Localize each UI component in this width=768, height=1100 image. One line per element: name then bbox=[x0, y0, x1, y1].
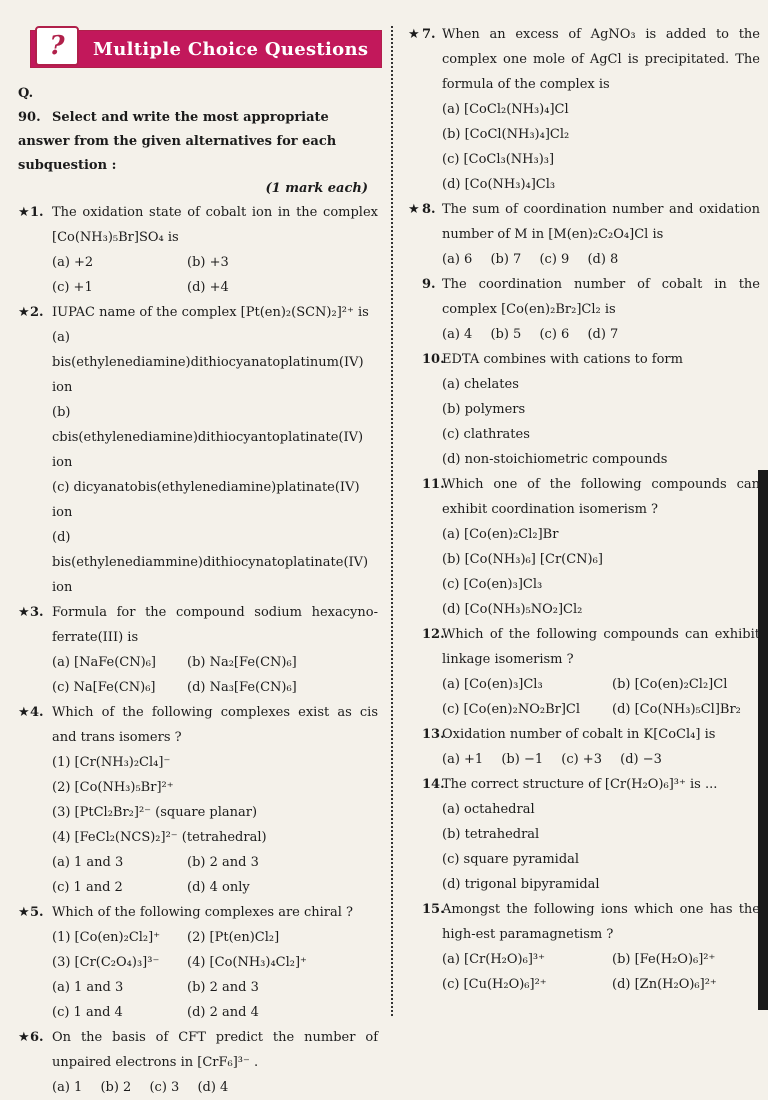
option-b: (b) +3 bbox=[187, 255, 229, 270]
right-column bbox=[408, 22, 760, 997]
star-icon: ★ bbox=[18, 705, 30, 720]
option-c: (c) [Cu(H₂O)₆]²⁺ bbox=[442, 977, 547, 992]
option-a: (a) [NaFe(CN)₆] bbox=[52, 655, 156, 670]
star-icon: ★ bbox=[18, 205, 30, 220]
question-13 bbox=[408, 722, 760, 747]
option-c: (c) 9 bbox=[539, 252, 570, 267]
statement-items bbox=[18, 925, 378, 975]
option-a: (a) 6 bbox=[442, 252, 473, 267]
option-b: (b) [Co(NH₃)₆] [Cr(CN)₆] bbox=[442, 552, 603, 567]
option-b: (b) 2 bbox=[100, 1080, 132, 1095]
option-d: (d) bis(ethylenediammine)dithiocynatoplatinate(IV) ion bbox=[52, 530, 369, 595]
question-1 bbox=[18, 200, 378, 250]
option-a: (a) [CoCl₂(NH₃)₄]Cl bbox=[442, 102, 569, 117]
question-number: 14. bbox=[422, 777, 445, 792]
options bbox=[408, 247, 760, 272]
option-a: (a) 1 and 3 bbox=[52, 980, 124, 995]
option-c: (c) 3 bbox=[149, 1080, 180, 1095]
option-b: (b) Na₂[Fe(CN)₆] bbox=[187, 655, 297, 670]
option-d: (d) [Co(NH₃)₅NO₂]Cl₂ bbox=[442, 602, 583, 617]
star-icon: ★ bbox=[18, 905, 30, 920]
question-number: 15. bbox=[422, 902, 445, 917]
option-d: (d) [Co(NH₃)₅Cl]Br₂ bbox=[612, 702, 741, 717]
question-text: The coordination number of cobalt in the complex [Co(en)₂Br₂]Cl₂ is bbox=[442, 277, 760, 317]
option-a: (a) 1 and 3 bbox=[52, 855, 124, 870]
item-1: (1) [Co(en)₂Cl₂]⁺ bbox=[52, 930, 161, 945]
option-a: (a) [Co(en)₂Cl₂]Br bbox=[442, 527, 559, 542]
option-c: (c) 1 and 2 bbox=[52, 880, 123, 895]
question-text: On the basis of CFT predict the number of unpaired electrons in [CrF₆]³⁻ . bbox=[52, 1030, 378, 1070]
option-d: (d) 4 bbox=[197, 1080, 229, 1095]
item-3: (3) [Cr(C₂O₄)₃]³⁻ bbox=[52, 955, 160, 970]
option-b: (b) [CoCl(NH₃)₄]Cl₂ bbox=[442, 127, 570, 142]
statement-items bbox=[18, 750, 378, 850]
question-number: 2. bbox=[30, 305, 44, 320]
option-d: (d) [Zn(H₂O)₆]²⁺ bbox=[612, 977, 717, 992]
column-divider bbox=[391, 26, 393, 1016]
options bbox=[408, 372, 760, 472]
options bbox=[18, 250, 378, 300]
question-5 bbox=[18, 900, 378, 925]
question-number: 7. bbox=[422, 27, 436, 42]
section-header bbox=[30, 30, 382, 68]
options bbox=[408, 672, 760, 722]
question-text: IUPAC name of the complex [Pt(en)₂(SCN)₂]²⁺ is bbox=[52, 305, 369, 320]
option-b: (b) 7 bbox=[490, 252, 522, 267]
intro-number: Q. 90. bbox=[18, 86, 41, 125]
question-10 bbox=[408, 347, 760, 372]
item-2: (2) [Co(NH₃)₅Br]²⁺ bbox=[52, 780, 174, 795]
option-a: (a) +1 bbox=[442, 752, 484, 767]
option-b: (b) 2 and 3 bbox=[187, 980, 259, 995]
options bbox=[408, 747, 760, 772]
star-icon: ★ bbox=[408, 27, 420, 42]
question-number: 5. bbox=[30, 905, 44, 920]
question-3 bbox=[18, 600, 378, 650]
option-c: (c) [Co(en)₂NO₂Br]Cl bbox=[442, 702, 581, 717]
option-c: (c) Na[Fe(CN)₆] bbox=[52, 680, 156, 695]
question-number: 9. bbox=[422, 277, 436, 292]
question-number: 11. bbox=[422, 477, 445, 492]
star-icon: ★ bbox=[18, 305, 30, 320]
intro-text: Select and write the most appropriate answer from the given alternatives for each subquestion : bbox=[18, 110, 337, 173]
question-mark-icon: ? bbox=[35, 26, 79, 66]
option-b: (b) [Fe(H₂O)₆]²⁺ bbox=[612, 952, 716, 967]
options bbox=[18, 975, 378, 1025]
question-text: When an excess of AgNO₃ is added to the complex one mole of AgCl is precipitated. The formula of the complex is bbox=[442, 27, 760, 92]
question-number: 3. bbox=[30, 605, 44, 620]
option-c: (c) +1 bbox=[52, 280, 93, 295]
section-title: Multiple Choice Questions bbox=[93, 38, 369, 60]
question-text: Which of the following compounds can exhibit linkage isomerism ? bbox=[442, 627, 760, 667]
option-d: (d) non-stoichiometric compounds bbox=[442, 452, 668, 467]
item-2: (2) [Pt(en)Cl₂] bbox=[187, 930, 280, 945]
option-d: (d) trigonal bipyramidal bbox=[442, 877, 600, 892]
option-a: (a) octahedral bbox=[442, 802, 535, 817]
option-c: (c) 6 bbox=[539, 327, 570, 342]
question-number: 4. bbox=[30, 705, 44, 720]
option-d: (d) Na₃[Fe(CN)₆] bbox=[187, 680, 297, 695]
question-9 bbox=[408, 272, 760, 322]
option-c: (c) square pyramidal bbox=[442, 852, 580, 867]
options bbox=[408, 322, 760, 347]
option-c: (c) 1 and 4 bbox=[52, 1005, 123, 1020]
question-text: Which of the following complexes are chiral ? bbox=[52, 905, 354, 920]
options bbox=[18, 325, 378, 600]
star-icon: ★ bbox=[18, 605, 30, 620]
question-8 bbox=[408, 197, 760, 247]
option-a: (a) [Cr(H₂O)₆]³⁺ bbox=[442, 952, 545, 967]
item-1: (1) [Cr(NH₃)₂Cl₄]⁻ bbox=[52, 755, 171, 770]
option-b: (b) cbis(ethylenediamine)dithiocyantoplatinate(IV) ion bbox=[52, 405, 364, 470]
question-11 bbox=[408, 472, 760, 522]
question-number: 6. bbox=[30, 1030, 44, 1045]
question-text: Which of the following complexes exist as cis and trans isomers ? bbox=[52, 705, 378, 745]
left-column bbox=[18, 30, 378, 1100]
question-number: 8. bbox=[422, 202, 436, 217]
star-icon: ★ bbox=[18, 1030, 30, 1045]
option-a: (a) +2 bbox=[52, 255, 94, 270]
question-7 bbox=[408, 22, 760, 97]
item-4: (4) [Co(NH₃)₄Cl₂]⁺ bbox=[187, 955, 307, 970]
intro-question bbox=[18, 82, 378, 178]
question-12 bbox=[408, 622, 760, 672]
option-d: (d) 8 bbox=[587, 252, 619, 267]
option-b: (b) 5 bbox=[490, 327, 522, 342]
option-a: (a) bis(ethylenediamine)dithiocyanatoplatinum(IV) ion bbox=[52, 330, 364, 395]
option-a: (a) [Co(en)₃]Cl₃ bbox=[442, 677, 543, 692]
option-d: (d) [Co(NH₃)₄]Cl₃ bbox=[442, 177, 556, 192]
option-c: (c) +3 bbox=[561, 752, 602, 767]
option-c: (c) [CoCl₃(NH₃)₃] bbox=[442, 152, 555, 167]
options bbox=[18, 850, 378, 900]
options bbox=[408, 522, 760, 622]
question-text: Formula for the compound sodium hexacyno-ferrate(III) is bbox=[52, 605, 378, 645]
question-15 bbox=[408, 897, 760, 947]
star-icon: ★ bbox=[408, 202, 420, 217]
options bbox=[408, 97, 760, 197]
question-number: 1. bbox=[30, 205, 44, 220]
option-b: (b) 2 and 3 bbox=[187, 855, 259, 870]
option-c: (c) [Co(en)₃]Cl₃ bbox=[442, 577, 543, 592]
item-4: (4) [FeCl₂(NCS)₂]²⁻ (tetrahedral) bbox=[52, 830, 267, 845]
option-a: (a) 1 bbox=[52, 1080, 83, 1095]
question-text: The correct structure of [Cr(H₂O)₆]³⁺ is ... bbox=[442, 777, 718, 792]
question-text: The oxidation state of cobalt ion in the complex [Co(NH₃)₅Br]SO₄ is bbox=[52, 205, 378, 245]
question-4 bbox=[18, 700, 378, 750]
marks-note: (1 mark each) bbox=[265, 181, 368, 196]
question-number: 10. bbox=[422, 352, 445, 367]
option-b: (b) −1 bbox=[501, 752, 544, 767]
item-3: (3) [PtCl₂Br₂]²⁻ (square planar) bbox=[52, 805, 258, 820]
question-2 bbox=[18, 300, 378, 325]
question-number: 13. bbox=[422, 727, 445, 742]
options bbox=[18, 1075, 378, 1100]
question-6 bbox=[18, 1025, 378, 1075]
question-text: EDTA combines with cations to form bbox=[442, 352, 683, 367]
option-b: (b) [Co(en)₂Cl₂]Cl bbox=[612, 677, 728, 692]
options bbox=[18, 650, 378, 700]
option-d: (d) 4 only bbox=[187, 880, 250, 895]
option-a: (a) 4 bbox=[442, 327, 473, 342]
option-d: (d) +4 bbox=[187, 280, 229, 295]
option-d: (d) 2 and 4 bbox=[187, 1005, 259, 1020]
option-c: (c) clathrates bbox=[442, 427, 530, 442]
question-text: Which one of the following compounds can exhibit coordination isomerism ? bbox=[442, 477, 760, 517]
question-text: Oxidation number of cobalt in K[CoCl₄] is bbox=[442, 727, 716, 742]
option-b: (b) polymers bbox=[442, 402, 526, 417]
question-number: 12. bbox=[422, 627, 445, 642]
option-b: (b) tetrahedral bbox=[442, 827, 540, 842]
question-text: Amongst the following ions which one has the high-est paramagnetism ? bbox=[442, 902, 760, 942]
options bbox=[408, 947, 760, 997]
options bbox=[408, 797, 760, 897]
option-c: (c) dicyanatobis(ethylenediamine)platinate(IV) ion bbox=[52, 480, 360, 520]
option-a: (a) chelates bbox=[442, 377, 519, 392]
option-d: (d) −3 bbox=[620, 752, 662, 767]
question-14 bbox=[408, 772, 760, 797]
option-d: (d) 7 bbox=[587, 327, 619, 342]
question-text: The sum of coordination number and oxidation number of M in [M(en)₂C₂O₄]Cl is bbox=[442, 202, 760, 242]
